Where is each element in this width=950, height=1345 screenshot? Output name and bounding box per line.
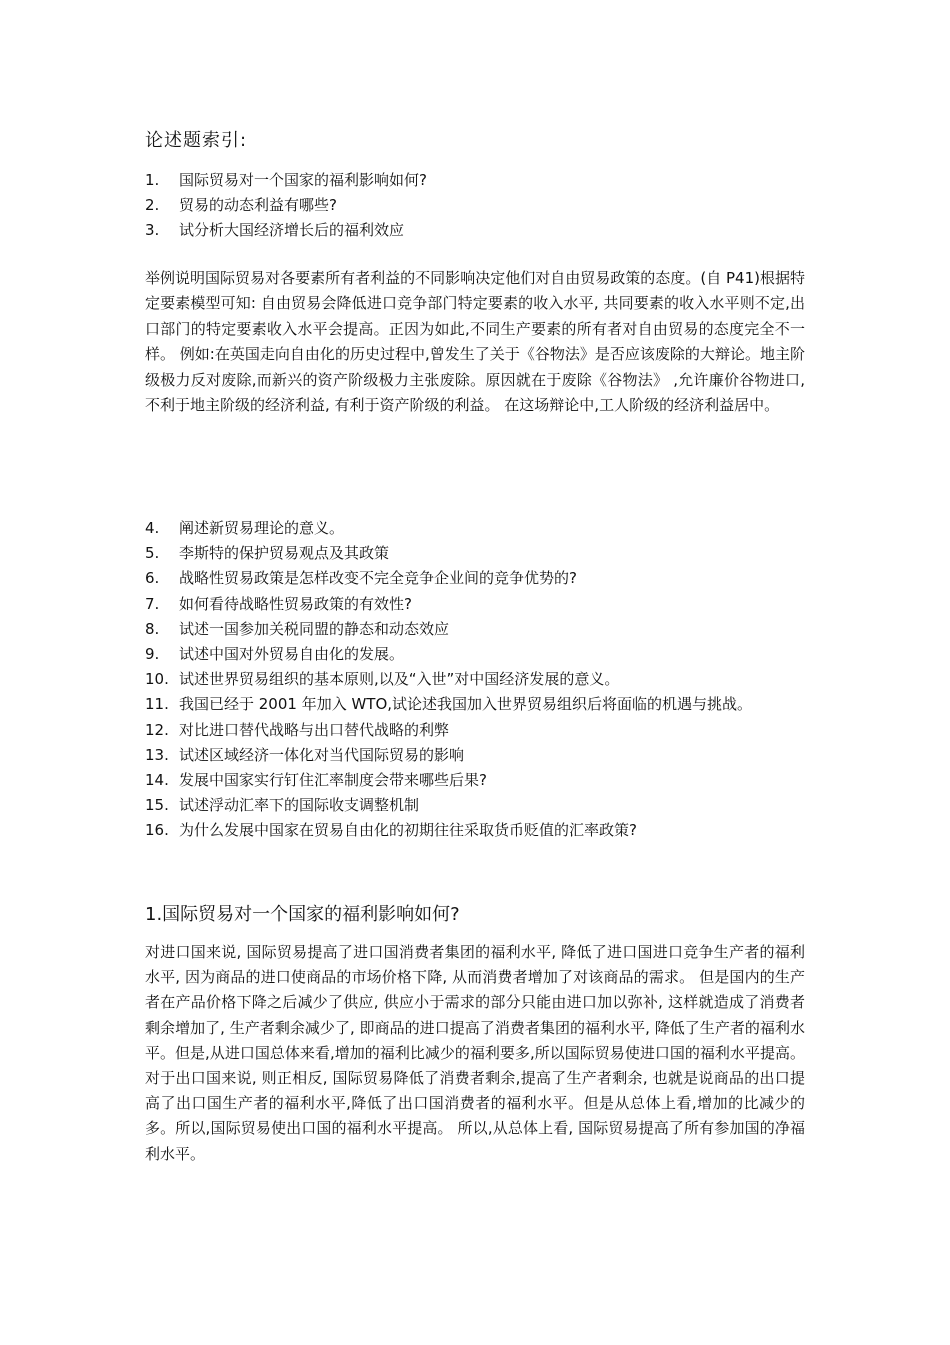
item-number: 12. <box>145 720 169 739</box>
item-number: 16. <box>145 821 169 840</box>
item-number: 11. <box>145 695 169 714</box>
item-number: 4. <box>145 519 160 537</box>
item-text: 阐述新贸易理论的意义。 <box>179 519 345 537</box>
item-number: 13. <box>145 745 169 764</box>
list-item <box>145 218 799 243</box>
item-number: 8. <box>145 619 160 638</box>
item-number: 7. <box>145 594 160 613</box>
item-number: 9. <box>145 645 160 664</box>
list-item <box>145 768 799 793</box>
item-number: 10. <box>145 670 169 689</box>
list-item <box>145 818 799 843</box>
item-number: 15. <box>145 796 169 815</box>
item-text: 试述一国参加关税同盟的静态和动态效应 <box>179 619 450 638</box>
item-text: 发展中国家实行钉住汇率制度会带来哪些后果? <box>179 771 487 790</box>
list-item <box>145 193 799 218</box>
list-item <box>145 718 799 743</box>
item-number: 3. <box>145 221 160 239</box>
list-item <box>145 793 799 818</box>
item-text: 试分析大国经济增长后的福利效应 <box>179 221 405 239</box>
item-text: 如何看待战略性贸易政策的有效性? <box>179 594 412 613</box>
welfare-answer-paragraph: 对进口国来说, 国际贸易提高了进口国消费者集团的福利水平, 降低了进口国进口竞争生产者的福利水平, 因为商品的进口使商品的市场价格下降, 从而消费者增加了对该商品的需求。 但是国内的生产者在产品价格下降之后减少了供应, 供应小于需求的部分只能由进口加以弥补, 这样就造成了消费者剩余增加了, 生产者剩余减少了, 即商品的进口提高了消费者集团的福利水平, 降低了生产者的福利水平。但是,从进口国总体来看,增加的福利比减少的福利要多,所以国际贸易使进口国的福利水平提高。 对于出口国来说, 则正相反, 国际贸易降低了消费者剩余,提高了生产者剩余, 也就是说商品的出口提高了出口国生产者的福利水平,降低了出口国消费者的福利水平。但是从总体上看,增加的比减少的多。所以,国际贸易使出口国的福利水平提高。 所以,从总体上看, 国际贸易提高了所有参加国的净福利水平。 <box>145 943 805 1163</box>
item-number: 14. <box>145 771 169 790</box>
item-text: 试述世界贸易组织的基本原则,以及“入世”对中国经济发展的意义。 <box>179 670 620 689</box>
list-item <box>145 592 799 617</box>
item-text: 国际贸易对一个国家的福利影响如何? <box>179 171 427 189</box>
item-text: 对比进口替代战略与出口替代战略的利弊 <box>179 720 450 739</box>
item-number: 1. <box>145 171 160 189</box>
item-text: 贸易的动态利益有哪些? <box>179 196 337 214</box>
item-text: 试述区域经济一体化对当代国际贸易的影响 <box>179 745 465 764</box>
item-text: 试述浮动汇率下的国际收支调整机制 <box>179 796 420 815</box>
list-item <box>145 541 799 566</box>
list-item <box>145 642 799 667</box>
factor-owners-paragraph: 举例说明国际贸易对各要素所有者利益的不同影响决定他们对自由贸易政策的态度。(自 P41)根据特定要素模型可知: 自由贸易会降低进口竞争部门特定要素的收入水平, 共同要素的收入水平则不定,出口部门的特定要素收入水平会提高。正因为如此,不同生产要素的所有者对自由贸易的态度完全不一样。 例如:在英国走向自由化的历史过程中,曾发生了关于《谷物法》是否应该废除的大辩论。地主阶级极力反对废除,而新兴的资产阶级极力主张废除。原因就在于废除《谷物法》 ,允许廉价谷物进口, 不利于地主阶级的经济利益, 有利于资产阶级的利益。 在这场辩论中,工人阶级的经济利益居中。 <box>145 269 805 415</box>
list-item <box>145 692 799 717</box>
item-number: 2. <box>145 196 160 214</box>
index-title: 论述题索引: <box>145 130 248 151</box>
list-item <box>145 617 799 642</box>
list-item <box>145 667 799 692</box>
item-text: 战略性贸易政策是怎样改变不完全竞争企业间的竞争优势的? <box>179 569 577 588</box>
item-text: 李斯特的保护贸易观点及其政策 <box>179 544 390 563</box>
item-text: 我国已经于 2001 年加入 WTO,试论述我国加入世界贸易组织后将面临的机遇与挑战。 <box>179 695 753 714</box>
list-item <box>145 516 799 541</box>
item-text: 为什么发展中国家在贸易自由化的初期往往采取货币贬值的汇率政策? <box>179 821 637 840</box>
list-item <box>145 168 799 193</box>
section-heading: 1.国际贸易对一个国家的福利影响如何? <box>145 904 460 925</box>
item-text: 试述中国对外贸易自由化的发展。 <box>179 645 405 664</box>
index-list-part2 <box>145 516 799 844</box>
item-number: 6. <box>145 569 160 588</box>
list-item <box>145 566 799 591</box>
item-number: 5. <box>145 544 160 563</box>
index-list-part1 <box>145 168 799 243</box>
list-item <box>145 743 799 768</box>
